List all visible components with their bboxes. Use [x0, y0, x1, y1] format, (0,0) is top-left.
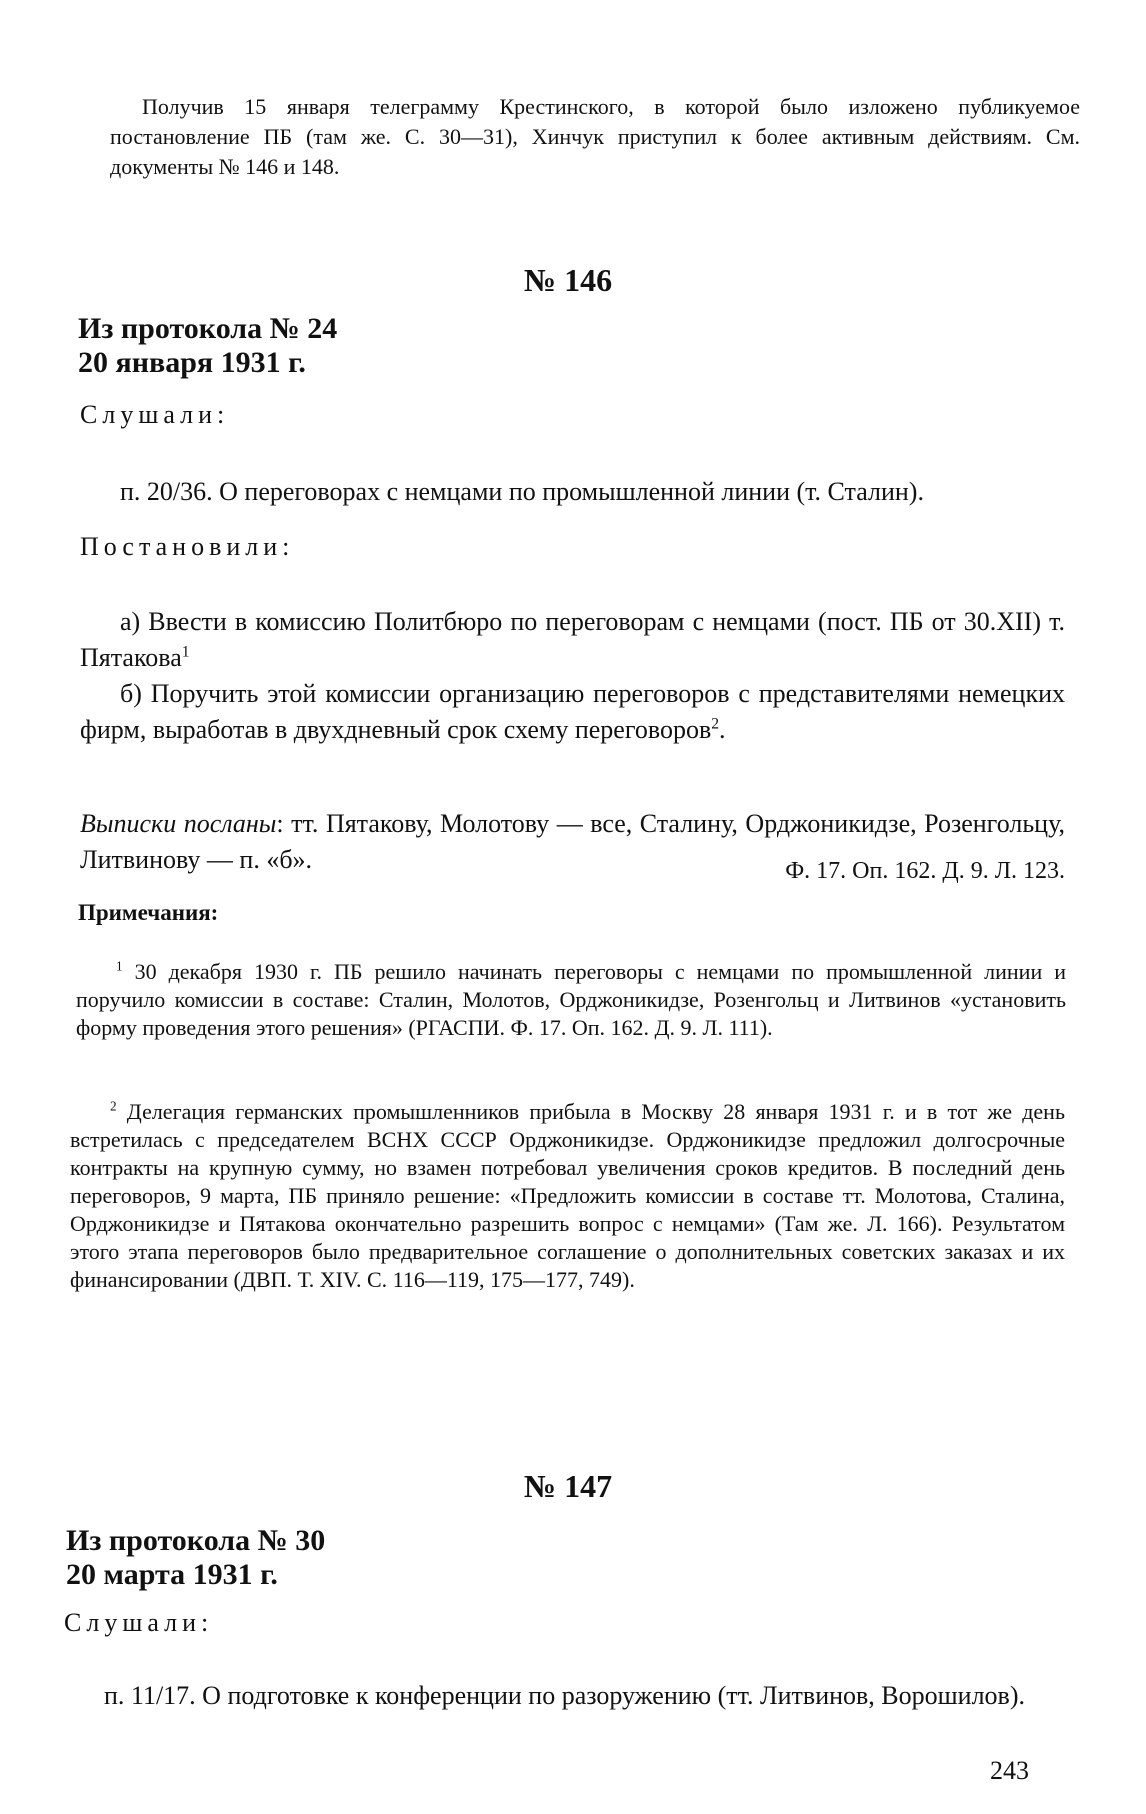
- note-1-marker: 1: [116, 958, 123, 974]
- doc146-item-b-end: .: [719, 715, 726, 744]
- page-number: 243: [990, 1756, 1029, 1785]
- doc146-heard-label: Слушали:: [80, 400, 230, 429]
- doc146-title-line1: Из протокола № 24: [78, 312, 338, 345]
- note-2: [70, 1098, 1065, 1294]
- doc146-source: Ф. 17. Оп. 162. Д. 9. Л. 123.: [785, 858, 1065, 884]
- doc146-item-a: [80, 604, 1065, 676]
- note-1-text: 30 декабря 1930 г. ПБ решило начинать переговоры с немцами по промышленной линии и поручило комиссии в составе: Сталин, Молотов, Орджоникидзе, Розенгольц и Литвинов «установить форму проведения этого решения» (РГАСПИ. Ф. 17. Оп. 162. Д. 9. Л. 111).: [76, 959, 1066, 1040]
- note-2-marker: 2: [110, 1098, 117, 1114]
- footnote-ref-1: 1: [181, 643, 190, 661]
- doc146-resolved-label: Постановили:: [80, 532, 295, 561]
- doc147-title-line2: 20 марта 1931 г.: [66, 1558, 278, 1591]
- doc146-heard-text: п. 20/36. О переговорах с немцами по промышленной линии (т. Сталин).: [120, 477, 924, 506]
- doc147-title: [66, 1524, 325, 1592]
- doc146-title-line2: 20 января 1931 г.: [78, 346, 306, 379]
- doc146-title: [78, 312, 337, 380]
- doc146-item-a-text: а) Ввести в комиссию Политбюро по переговорам с немцами (пост. ПБ от 30.XII) т. Пятакова: [80, 607, 1065, 672]
- doc147-heard-label: Слушали:: [64, 1608, 214, 1637]
- notes-header: Примечания:: [78, 900, 219, 925]
- doc147-title-line1: Из протокола № 30: [66, 1524, 326, 1557]
- doc146-excerpts-label: Выписки посланы: [80, 809, 277, 838]
- doc147-number: № 147: [523, 1468, 613, 1504]
- doc146-item-b: [80, 676, 1065, 748]
- note-2-text: Делегация германских промышленников прибыла в Москву 28 января 1931 г. и в тот же день встретилась с председателем ВСНХ СССР Орджоникидзе. Орджоникидзе предложил долгосрочные контракты на крупную сумму, но взамен потребовал увеличения сроков кредитов. В последний день переговоров, 9 марта, ПБ приняло решение: «Предложить комиссии в составе тт. Молотова, Сталина, Орджоникидзе и Пятакова окончательно разрешить вопрос с немцами» (Там же. Л. 166). Результатом этого этапа переговоров было предварительное соглашение о дополнительных советских заказах и их финансировании (ДВП. Т. XIV. С. 116—119, 175—177, 749).: [70, 1099, 1065, 1292]
- doc146-number: № 146: [523, 262, 613, 298]
- doc146-excerpts-text: : тт. Пятакову, Молотову — все, Сталину, Орджоникидзе, Розенгольцу, Литвинову — п. «б».: [80, 809, 1065, 874]
- doc147-heard-text: п. 11/17. О подготовке к конференции по разоружению (тт. Литвинов, Ворошилов).: [104, 1681, 1025, 1710]
- intro-paragraph: Получив 15 января телеграмму Крестинского, в которой было изложено публикуемое постановление ПБ (там же. С. 30—31), Хинчук приступил к более активным действиям. См. документы № 146 и 148.: [110, 94, 1080, 179]
- note-1: [76, 958, 1066, 1042]
- doc146-item-b-text: б) Поручить этой комиссии организацию переговоров с представителями немецких фирм, выработав в двухдневный срок схему переговоров: [80, 679, 1065, 744]
- footnote-ref-2: 2: [711, 715, 720, 733]
